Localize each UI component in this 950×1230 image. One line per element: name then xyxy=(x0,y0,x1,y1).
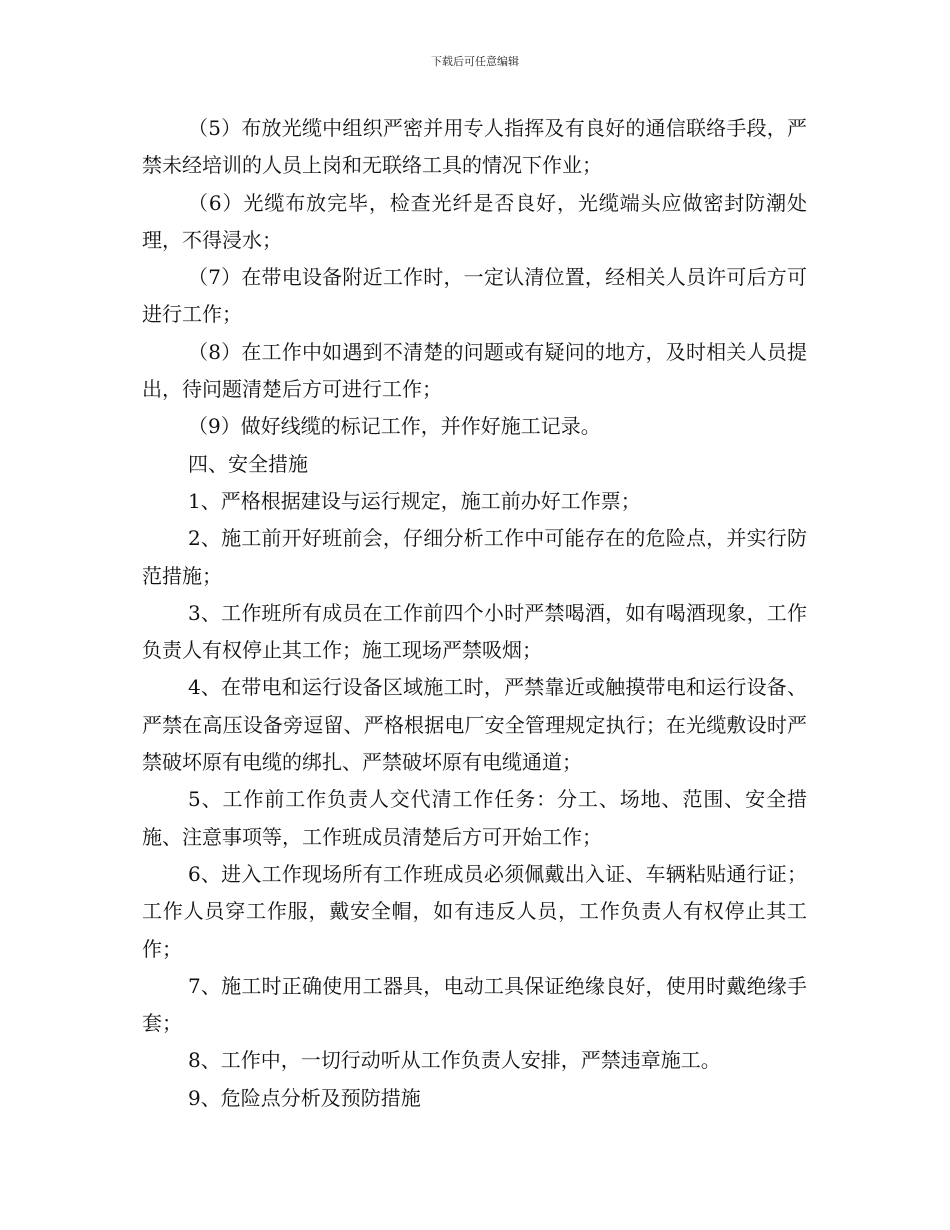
safety-measure-3: 3、工作班所有成员在工作前四个小时严禁喝酒，如有喝酒现象，工作负责人有权停止其工作；施工现场严禁吸烟； xyxy=(142,600,807,663)
safety-measure-7: 7、施工时正确使用工器具，电动工具保证绝缘良好，使用时戴绝缘手套； xyxy=(142,973,807,1036)
page-header: 下载后可任意编辑 xyxy=(431,55,519,68)
paragraph-item-7: （7）在带电设备附近工作时，一定认清位置，经相关人员许可后方可进行工作； xyxy=(142,265,807,327)
section-heading-safety: 四、安全措施 xyxy=(188,451,308,476)
safety-measure-4: 4、在带电和运行设备区域施工时，严禁靠近或触摸带电和运行设备、严禁在高压设备旁逗留、严格根据电厂安全管理规定执行；在光缆敷设时严禁破坏原有电缆的绑扎、严禁破坏原有电缆通道； xyxy=(142,675,807,775)
document-body xyxy=(142,110,807,1117)
safety-measure-1: 1、严格根据建设与运行规定，施工前办好工作票； xyxy=(188,488,641,513)
safety-measure-5: 5、工作前工作负责人交代清工作任务：分工、场地、范围、安全措施、注意事项等，工作班成员清楚后方可开始工作； xyxy=(142,787,807,849)
paragraph-item-9: （9）做好线缆的标记工作，并作好施工记录。 xyxy=(188,414,601,439)
paragraph-item-6: （6）光缆布放完毕，检查光纤是否良好，光缆端头应做密封防潮处理，不得浸水； xyxy=(142,190,807,252)
safety-measure-9: 9、危险点分析及预防措施 xyxy=(188,1085,421,1110)
paragraph-item-8: （8）在工作中如遇到不清楚的问题或有疑问的地方，及时相关人员提出，待问题清楚后方可进行工作； xyxy=(142,339,807,402)
safety-measure-8: 8、工作中，一切行动听从工作负责人安排，严禁违章施工。 xyxy=(188,1048,721,1073)
safety-measure-2: 2、施工前开好班前会，仔细分析工作中可能存在的危险点，并实行防范措施； xyxy=(142,526,807,588)
safety-measure-6: 6、进入工作现场所有工作班成员必须佩戴出入证、车辆粘贴通行证；工作人员穿工作服，戴安全帽，如有违反人员，工作负责人有权停止其工作； xyxy=(142,861,807,961)
paragraph-item-5: （5）布放光缆中组织严密并用专人指挥及有良好的通信联络手段，严禁未经培训的人员上岗和无联络工具的情况下作业； xyxy=(142,116,807,178)
